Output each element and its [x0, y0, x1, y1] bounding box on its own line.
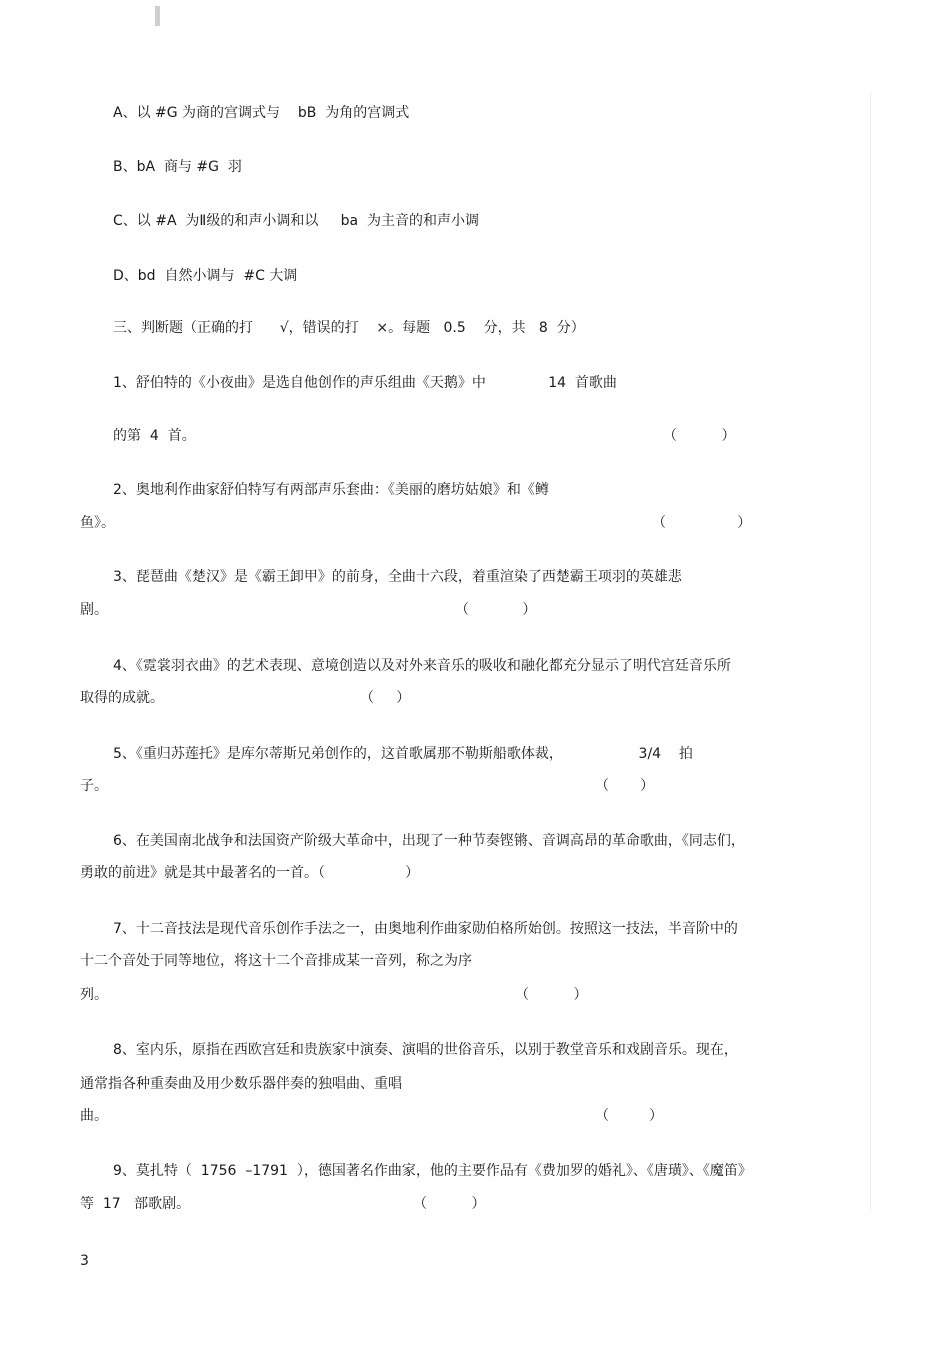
q3-line-1: 3、琵琶曲《楚汉》是《霸王卸甲》的前身，全曲十六段，着重渲染了西楚霸王项羽的英雄悲 [113, 569, 682, 585]
q8-line-2: 通常指各种重奏曲及用少数乐器伴奏的独唱曲、重唱 [80, 1076, 402, 1092]
section-heading: 三、判断题（正确的打 √，错误的打 ×。每题 0.5 分，共 8 分） [113, 320, 585, 336]
q1-line-1: 1、舒伯特的《小夜曲》是选自他创作的声乐组曲《天鹅》中 14 首歌曲 [113, 375, 617, 391]
q2-line-2: 鱼》。 [80, 515, 115, 531]
q5-answer-blank: （ ） [595, 778, 655, 794]
q8-answer-blank: （ ） [595, 1108, 664, 1124]
q2-line-1: 2、奥地利作曲家舒伯特写有两部声乐套曲：《美丽的磨坊姑娘》和《鳟 [113, 482, 549, 498]
option-a: A、以 #G 为商的宫调式与 bB 为角的宫调式 [113, 105, 410, 121]
q4-line-2: 取得的成就。 [80, 690, 164, 706]
q3-line-2: 剧。 [80, 602, 108, 618]
q9-line-2: 等 17 部歌剧。 [80, 1196, 191, 1212]
q7-answer-blank: （ ） [515, 987, 588, 1003]
q7-line-3: 列。 [80, 987, 108, 1003]
q4-answer-blank: （ ） [360, 690, 411, 706]
q4-line-1: 4、《霓裳羽衣曲》的艺术表现、意境创造以及对外来音乐的吸收和融化都充分显示了明代宫廷音乐所 [113, 658, 731, 674]
q9-line-1: 9、莫扎特（ 1756 –1791 ），德国著名作曲家，他的主要作品有《费加罗的婚礼》、《唐璜》、《魔笛》 [113, 1163, 752, 1179]
q8-line-1: 8、室内乐，原指在西欧宫廷和贵族家中演奏、演唱的世俗音乐，以别于教堂音乐和戏剧音乐。现在， [113, 1042, 738, 1058]
margin-rule [870, 92, 871, 1210]
q6-line-2: 勇敢的前进》就是其中最著名的一首。（ ） [80, 865, 420, 881]
q1-answer-blank: （ ） [663, 428, 736, 444]
q2-answer-blank: （ ） [652, 515, 752, 531]
q7-line-1: 7、十二音技法是现代音乐创作手法之一，由奥地利作曲家勋伯格所始创。按照这一技法，半音阶中的 [113, 921, 738, 937]
option-d: D、bd 自然小调与 #C 大调 [113, 268, 298, 284]
q5-line-2: 子。 [80, 778, 108, 794]
scan-mark [155, 6, 160, 26]
option-b: B、bA 商与 #G 羽 [113, 159, 242, 175]
q5-line-1: 5、《重归苏莲托》是库尔蒂斯兄弟创作的，这首歌属那不勒斯船歌体裁， 3/4 拍 [113, 746, 693, 762]
q7-line-2: 十二个音处于同等地位，将这十二个音排成某一音列，称之为序 [80, 953, 472, 969]
q6-line-1: 6、在美国南北战争和法国资产阶级大革命中，出现了一种节奏铿锵、音调高昂的革命歌曲，《同志们， [113, 833, 745, 849]
q1-line-2: 的第 4 首。 [113, 428, 196, 444]
q9-answer-blank: （ ） [413, 1196, 486, 1212]
q8-line-3: 曲。 [80, 1108, 108, 1124]
page-number: 3 [80, 1253, 89, 1269]
q3-answer-blank: （ ） [455, 602, 537, 618]
option-c: C、以 #A 为Ⅱ级的和声小调和以 ba 为主音的和声小调 [113, 213, 479, 229]
